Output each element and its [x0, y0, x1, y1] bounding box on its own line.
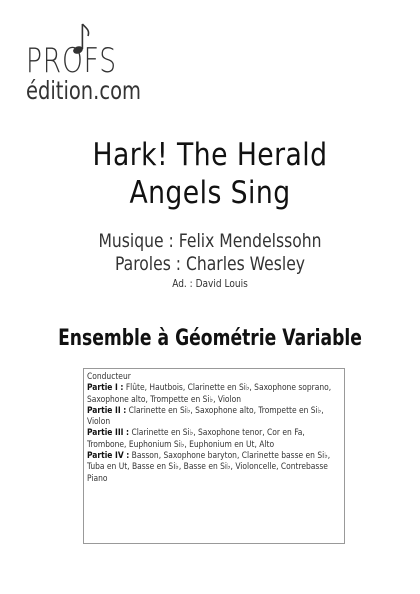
part-label: Partie IV : [87, 450, 130, 461]
title-line-2: Angels Sing [129, 175, 291, 211]
part-instruments: Flûte, Hautbois, Clarinette en Si♭, Saxophone soprano, Saxophone alto, Trompette en Si♭, Violon [87, 382, 332, 404]
title-line-1: Hark! The Herald [92, 137, 328, 173]
part-instruments: Clarinette en Si♭, Saxophone alto, Trompette en Si♭, Violon [87, 404, 324, 427]
part-instruments: Basson, Saxophone baryton, Clarinette basse en Si♭, Tuba en Ut, Basse en Si♭, Basse en Si♭, Violoncelle, Contrebasse [87, 450, 331, 472]
part-line-2 [87, 405, 341, 428]
part-label: Partie I : [87, 382, 124, 393]
part-instruments: Clarinette en Si♭, Saxophone tenor, Cor en Fa, Trombone, Euphonium Si♭, Euphonium en Ut, Alto [87, 427, 305, 449]
conductor-line: Conducteur [87, 371, 131, 381]
publisher-logo [26, 22, 176, 105]
part-label: Partie II : [87, 404, 127, 415]
logo-brand: PROFS [26, 41, 117, 81]
part-line-1 [87, 382, 341, 405]
logo-site: édition.com [26, 76, 142, 105]
lyrics-credit: Paroles : Charles Wesley [114, 253, 306, 275]
music-credit: Musique : Felix Mendelssohn [98, 230, 322, 252]
score-title [29, 136, 390, 212]
part-label: Partie III : [87, 427, 130, 438]
part-line-4 [87, 450, 341, 473]
part-line-3 [87, 427, 341, 450]
parts-list-box [83, 368, 345, 544]
arrangement-credit: Ad. : David Louis [172, 277, 248, 290]
ensemble-label: Ensemble à Géométrie Variable [58, 326, 362, 351]
piano-line: Piano [87, 472, 108, 483]
